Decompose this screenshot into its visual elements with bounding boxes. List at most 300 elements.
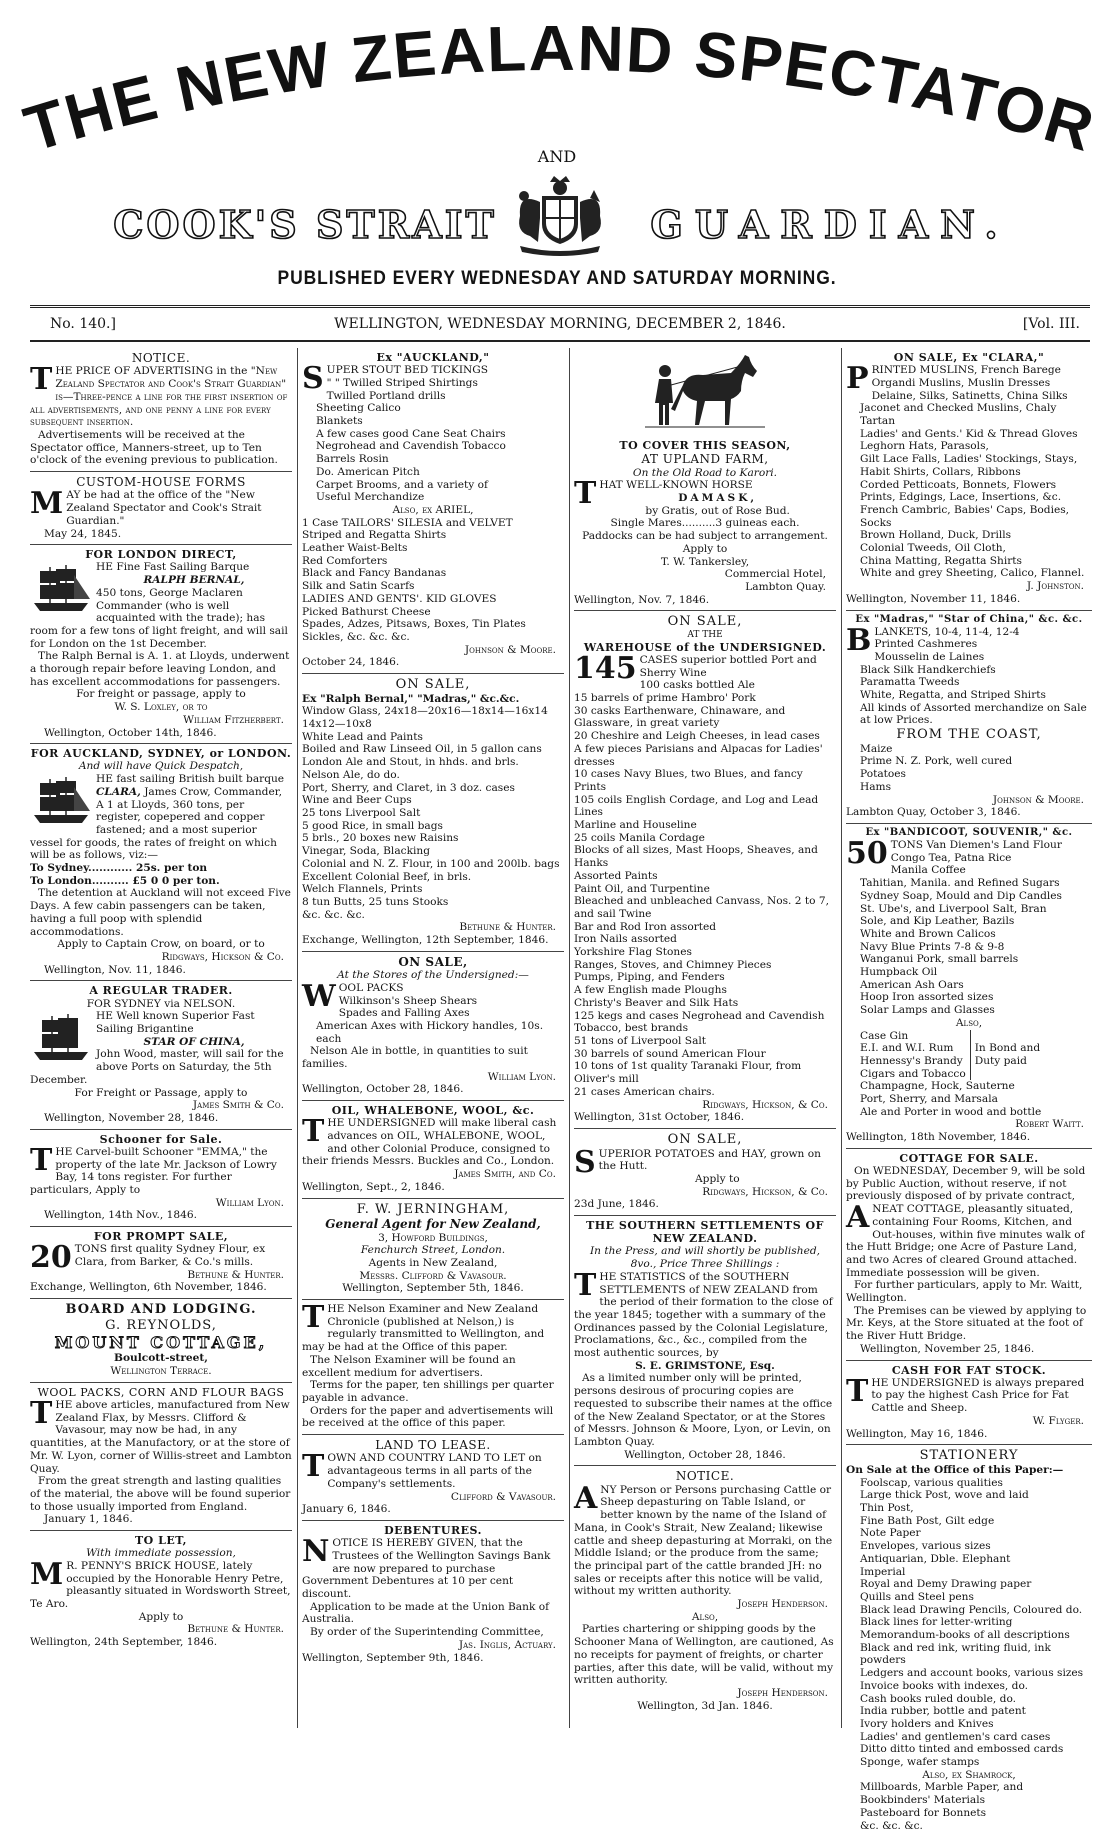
list-item: 15 barrels of prime Hambro' Pork (574, 692, 756, 704)
ad-title: Ex "Madras," "Star of China," &c. &c. (855, 613, 1083, 625)
house-name: MOUNT COTTAGE, (54, 1333, 268, 1353)
list-item: Printed Cashmeres (874, 638, 978, 651)
ad-signature: W. S. Loxley, or to (114, 701, 208, 714)
horse-name: DAMASK, (678, 491, 758, 504)
ad-body: Apply to (682, 542, 728, 555)
ad-date: Wellington, October 28, 1846. (624, 1448, 786, 1461)
masthead-and: AND (537, 147, 577, 166)
list-item: Vinegar, Soda, Blacking (302, 845, 430, 858)
list-item: Ladies' and gentlemen's card cases (860, 1730, 1051, 1743)
list-item: Delaine, Silks, Satinetts, China Silks (871, 389, 1068, 402)
oil-whalebone-wool-ad (302, 1101, 564, 1198)
list-item: Large thick Post, wove and laid (860, 1489, 1029, 1502)
ad-body: Terms for the paper, ten shillings per quarter payable in advance. (302, 1379, 554, 1404)
cash-for-fat-stock-ad (846, 1361, 1092, 1446)
item-list (846, 852, 1092, 1017)
ad-title: LAND TO LEASE. (375, 1438, 491, 1453)
list-item: Paint Oil, and Turpentine (574, 882, 710, 895)
list-item: Christy's Beaver and Silk Hats (574, 996, 739, 1009)
list-item: 30 barrels of sound American Flour (574, 1047, 766, 1060)
list-item: Welch Flannels, Prints (302, 883, 423, 896)
list-item: Tahitian, Manila. and Refined Sugars (860, 877, 1060, 890)
bonded-spirits (846, 1030, 1092, 1081)
list-item: Picked Bathurst Cheese (302, 605, 431, 618)
ad-subtitle: With immediate possession, (86, 1547, 236, 1560)
potatoes-hay-ad (574, 1129, 836, 1216)
drop-cap: T (302, 1114, 325, 1150)
list-item: American Axes with Hickory handles, 10s. each (316, 1019, 544, 1045)
ad-title: ON SALE, (667, 614, 743, 630)
list-item: French Cambric, Babies' Caps, Bodies, Socks (860, 503, 1070, 529)
ad-subtitle: Ex "Ralph Bernal," "Madras," &c.&c. (302, 692, 520, 705)
list-item: White Lead and Paints (302, 730, 423, 743)
ad-body: As a limited number only will be printed, persons desirous of procuring copies are requested to subscribe their names at the office of the New Zealand Spectator, or at the Stores of Messrs. Johnson & Moore, Lyon, or Levin, on Lambton Quay. (574, 1372, 833, 1448)
list-item: 5 brls., 20 boxes new Raisins (302, 832, 459, 845)
ad-title: WOOL PACKS, CORN AND FLOUR BAGS (37, 1385, 285, 1399)
southern-settlements-ad (574, 1216, 836, 1466)
list-item: Colonial and N. Z. Flour, in 100 and 200lb. bags (302, 857, 560, 870)
list-item: Ditto ditto tinted and embossed cards (860, 1743, 1064, 1756)
ad-title: A REGULAR TRADER. (89, 984, 233, 998)
ad-signature: William Fitzherbert. (183, 713, 284, 726)
list-item: Colonial Tweeds, Oil Cloth, (860, 542, 1006, 555)
ad-date: Exchange, Wellington, 12th September, 1846. (302, 934, 549, 947)
ad-title: CASH FOR FAT STOCK. (891, 1363, 1047, 1377)
on-sale-ralph-bernal-ad (302, 674, 564, 952)
ad-body: HE STATISTICS of the SOUTHERN SETTLEMENTS of NEW ZEALAND from the period of their formation to the close of the year 1845; together with a summary of the Ordinances passed by the Colonial Legislature, Proclamations, &c., &c., compiled from the most authentic sources, by (574, 1270, 833, 1360)
list-item: American Ash Oars (860, 978, 964, 991)
ad-signature: Ridgways, Hickson, & Co. (702, 1098, 828, 1111)
wool-packs-ad (30, 1383, 292, 1531)
ex-auckland-ad (302, 348, 564, 674)
ad-signature: William Lyon. (215, 1196, 284, 1209)
ad-title: Schooner for Sale. (99, 1132, 223, 1146)
ad-body: LANKETS, 10-4, 11-4, 12-4 (874, 625, 1020, 638)
list-item: Envelopes, various sizes (860, 1540, 991, 1553)
ad-body: HE fast sailing British built barque (96, 773, 285, 786)
ad-body: HAT WELL-KNOWN HORSE (599, 479, 753, 492)
list-item: Hams (860, 780, 892, 793)
ad-title: TO LET, (134, 1534, 188, 1548)
ad-title: ON SALE, Ex "CLARA," (893, 351, 1045, 364)
horse-cover-ad (574, 348, 836, 611)
ad-body: By order of the Superintending Committee, (310, 1626, 544, 1639)
ad-signature: Bethune & Hunter. (187, 1623, 284, 1636)
list-item: Hennessy's Brandy (860, 1054, 963, 1067)
ad-title: FOR LONDON DIRECT, (85, 548, 237, 562)
list-item: Pumps, Piping, and Fenders (574, 971, 725, 984)
ad-date: Wellington, Nov. 11, 1846. (44, 963, 186, 976)
ad-title: COTTAGE FOR SALE. (899, 1151, 1039, 1165)
drop-cap: M (30, 1556, 64, 1592)
list-item: Maize (860, 742, 893, 755)
list-item: Pasteboard for Bonnets (860, 1806, 987, 1819)
list-item: Marline and Houseline (574, 819, 697, 832)
ad-body: AY be had at the office of the "New Zealand Spectator and Cook's Strait Guardian." (66, 489, 262, 527)
ex-bandicoot-ad (846, 824, 1092, 1149)
ad-signature: James Smith, and Co. (454, 1168, 556, 1181)
ad-body: Application to be made at the Union Bank of Australia. (302, 1600, 550, 1626)
ad-signature: Robert Waitt. (1015, 1118, 1084, 1131)
list-item: Habit Shirts, Collars, Ribbons (860, 465, 1021, 478)
masthead-cooks-strait: COOK'S STRAIT (113, 202, 497, 247)
list-item: Paramatta Tweeds (860, 676, 960, 689)
list-item: 51 tons of Liverpool Salt (574, 1034, 707, 1047)
issue-number: No. 140.] (50, 316, 116, 332)
list-item: Jaconet and Checked Muslins, Chaly Tartan (860, 402, 1057, 427)
dateline (30, 316, 1090, 338)
ad-subtitle: WAREHOUSE of the UNDERSIGNED. (583, 640, 827, 654)
list-item: London Ale and Stout, in hhds. and brls. (302, 756, 519, 769)
list-item: Sheeting Calico (316, 402, 401, 415)
ad-body: HE UNDERSIGNED is always prepared to pay the highest Cash Price for Fat Cattle and Sheep. (871, 1376, 1085, 1415)
list-item: Ale and Porter in wood and bottle (860, 1105, 1042, 1118)
ad-title: ON SALE, (398, 954, 468, 969)
ad-title: ON SALE, (395, 677, 471, 693)
list-item: 5 good Rice, in small bags (302, 819, 443, 832)
ad-date: Wellington, 24th September, 1846. (30, 1636, 218, 1649)
ad-body: Apply to Captain Crow, on board, or to (57, 938, 265, 951)
list-item: Bookbinders' Materials (860, 1794, 986, 1807)
column-divider (297, 348, 298, 1728)
ad-signature: James Smith & Co. (192, 1099, 284, 1112)
item-list (302, 377, 564, 504)
ad-body: OTICE IS HEREBY GIVEN, that the Trustees of the Wellington Savings Bank are now prepared to purchase Government Debentures at 10 per cent discount. (302, 1537, 551, 1600)
list-item: Nelson Ale, do do. (302, 768, 400, 781)
advertising-price-notice (30, 348, 292, 472)
list-item: Sydney Soap, Mould and Dip Candles (860, 889, 1062, 902)
list-item: 25 coils Manila Cordage (574, 831, 705, 844)
notice-text: HE PRICE OF ADVERTISING in the (55, 365, 248, 378)
freight-rate: To Sydney............ 25s. per ton (30, 862, 208, 875)
london-direct-ad (30, 545, 292, 744)
ad-body: TONS Van Diemen's Land Flour (890, 838, 1062, 851)
ad-title: OIL, WHALEBONE, WOOL, &c. (331, 1104, 535, 1118)
list-item: Striped and Regatta Shirts (302, 529, 447, 542)
ad-date: 23d June, 1846. (574, 1198, 659, 1211)
ad-title: DEBENTURES. (384, 1523, 482, 1537)
ad-body: HE Nelson Examiner and New Zealand Chronicle (published at Nelson,) is regularly transmitted to Wellington, and may be had at the Office of this paper. (302, 1303, 545, 1354)
drop-number: 20 (30, 1240, 72, 1276)
date-rule (30, 340, 1090, 342)
list-item: Ladies' and Gents.' Kid & Thread Gloves (860, 427, 1078, 440)
drop-cap: N (302, 1534, 330, 1570)
list-item: Prints, Edgings, Lace, Insertions, &c. (860, 491, 1062, 504)
list-item: Blankets (316, 415, 363, 427)
list-item: Ranges, Stoves, and Chimney Pieces (574, 958, 772, 971)
list-item: Brown Holland, Duck, Drills (860, 529, 1012, 542)
list-item: Foolscap, various qualities (860, 1476, 1003, 1489)
list-item: Potatoes (860, 768, 906, 781)
list-item: Silk and Satin Scarfs (302, 580, 415, 593)
column-divider (841, 348, 842, 1728)
list-item: Leather Waist-Belts (302, 542, 408, 555)
ad-signature: Joseph Henderson. (737, 1686, 828, 1699)
cottage-for-sale-ad (846, 1149, 1092, 1361)
ad-body: R. PENNY'S BRICK HOUSE, lately occupied by the Honorable Henry Petre, pleasantly situated in Wordsworth Street, Te Aro. (30, 1559, 291, 1611)
list-item: 10 cases Navy Blues, two Blues, and fancy Prints (574, 768, 803, 793)
ad-subtitle: AT UPLAND FARM, (641, 452, 769, 467)
stud-fee: Single Mares..........3 guineas each. (610, 517, 800, 530)
ad-subtitle: AT THE (687, 629, 723, 640)
list-item: Boiled and Raw Linseed Oil, in 5 gallon cans (302, 743, 542, 756)
ad-title: F. W. JERNINGHAM, (356, 1201, 510, 1217)
item-list (846, 638, 1092, 727)
ad-date: Wellington, November 25, 1846. (860, 1342, 1035, 1355)
notice-text: "New Zealand Spectator and Cook's Strait Guardian" is—Three-pence a line for the first insertion of all advertisements, and one penny a line for every subsequent insertion. (30, 365, 288, 429)
land-to-lease-ad (302, 1435, 564, 1521)
list-item: Navy Blue Prints 7-8 & 9-8 (860, 940, 1005, 953)
list-item: Mousselin de Laines (874, 650, 985, 663)
item-list (846, 377, 1092, 580)
item-list (846, 1030, 971, 1081)
ad-body: Nelson Ale in bottle, in quantities to suit families. (302, 1045, 528, 1071)
ad-body: On WEDNESDAY, December 9, will be sold by Public Auction, without reserve, if not previously disposed of by private contract, (846, 1165, 1086, 1203)
drop-cap: T (30, 362, 53, 398)
item-list (846, 1080, 1092, 1118)
ad-subtitle: Also, ex Shamrock, (922, 1768, 1016, 1781)
custom-house-forms-ad (30, 472, 292, 545)
list-item: Champagne, Hock, Sauterne (860, 1080, 1015, 1093)
column-1 (30, 348, 292, 1728)
ad-body: The Nelson Examiner will be found an excellent medium for advertisers. (302, 1353, 516, 1379)
list-item: Wine and Beer Cups (302, 794, 412, 807)
ad-date: Wellington, 3d Jan. 1846. (637, 1699, 773, 1712)
ad-body: TONS first quality Sydney Flour, ex Clara, from Barker, & Co.'s mills. (74, 1243, 266, 1268)
ad-date: Lambton Quay, October 3, 1846. (846, 806, 1021, 819)
list-item: Useful Merchandize (316, 491, 425, 504)
ad-title: STATIONERY (919, 1448, 1019, 1464)
ad-signature: Lambton Quay. (745, 580, 826, 593)
sailing-ship-icon (30, 1012, 92, 1064)
ad-title: Ex "AUCKLAND," (376, 351, 490, 364)
drop-number: 50 (846, 835, 888, 871)
ad-body: NEAT COTTAGE, pleasantly situated, containing Four Rooms, Kitchen, and Out-houses, within five minutes walk of the Hutt Bridge; one Acre of Pasture Land, and two Acres of cleared Ground attached. Immediate possession will be given. (846, 1203, 1085, 1279)
ad-author: S. E. GRIMSTONE, Esq. (635, 1359, 775, 1372)
debentures-ad (302, 1521, 564, 1668)
list-item: Barrels Rosin (316, 453, 389, 466)
ad-title: TO COVER THIS SEASON, (619, 439, 791, 452)
ad-signature: Johnson & Moore. (464, 643, 556, 656)
drop-cap: P (846, 361, 869, 397)
sailing-ship-icon (30, 775, 92, 827)
list-item: Black lines for letter-writing (860, 1616, 1013, 1629)
list-item: Manila Coffee (890, 864, 966, 877)
jerningham-agent-ad (302, 1199, 564, 1301)
list-item: Twilled Portland drills (326, 389, 446, 402)
list-item: LADIES AND GENTS'. KID GLOVES (302, 592, 497, 605)
ad-name: G. REYNOLDS, (105, 1317, 217, 1333)
issue-date: WELLINGTON, WEDNESDAY MORNING, DECEMBER 2, 1846. (334, 316, 786, 332)
column-divider (569, 348, 570, 1728)
item-list (302, 705, 564, 921)
ex-clara-ad (846, 348, 1092, 611)
drop-cap: T (30, 1395, 53, 1431)
ad-date: October 24, 1846. (302, 656, 400, 669)
ad-subtitle: FOR SYDNEY via NELSON. (86, 997, 236, 1010)
list-item: A few English made Ploughs (574, 984, 727, 997)
drop-cap: T (30, 1142, 53, 1178)
ad-title: THE SOUTHERN SETTLEMENTS OF NEW ZEALAND. (586, 1219, 824, 1246)
list-item: Wilkinson's Sheep Shears (338, 994, 478, 1007)
warehouse-on-sale-ad (574, 611, 836, 1129)
list-item: Red Comforters (302, 554, 388, 567)
ad-body: For freight or passage, apply to (76, 688, 246, 701)
list-item: Cash books ruled double, do. (860, 1692, 1016, 1705)
ad-date: Wellington, 31st October, 1846. (574, 1111, 745, 1124)
ad-body: From the great strength and lasting qualities of the material, the above will be found superior to those usually imported from England. (30, 1475, 291, 1513)
ad-body: HE Fine Fast Sailing Barque (96, 561, 250, 574)
ad-signature: Joseph Henderson. (737, 1598, 828, 1611)
ad-title: ON SALE, (667, 1131, 743, 1147)
ad-date: Wellington, September 9th, 1846. (302, 1651, 484, 1664)
list-item: Wanganui Pork, small barrels (860, 953, 1019, 966)
list-item: Organdi Muslins, Muslin Dresses (871, 376, 1051, 389)
ad-address: Wellington Terrace. (110, 1365, 212, 1378)
list-item: Invoice books with indexes, do. (860, 1679, 1029, 1692)
list-item: A few pieces Parisians and Alpacas for Ladies' dresses (574, 742, 823, 768)
published-schedule: PUBLISHED EVERY WEDNESDAY AND SATURDAY MORNING. (277, 268, 837, 289)
list-item: Port, Sherry, and Marsala (860, 1093, 998, 1106)
list-item: Do. American Pitch (316, 465, 420, 478)
list-item: Iron Nails assorted (574, 933, 677, 946)
list-item: White and Brown Calicos (860, 927, 996, 940)
ad-body: OWN AND COUNTRY LAND TO LET on advantageous terms in all parts of the Company's settlements. (327, 1452, 542, 1490)
list-item: Antiquarian, Dble. Elephant (860, 1552, 1011, 1565)
list-item: Negrohead and Cavendish Tobacco (316, 440, 506, 453)
to-let-ad (30, 1531, 292, 1653)
sailing-ship-icon (30, 563, 92, 615)
ad-date: Wellington, November 11, 1846. (846, 592, 1021, 605)
stationery-ad (846, 1445, 1092, 1836)
ad-subtitle: In the Press, and will shortly be published, (589, 1245, 820, 1258)
drop-cap: S (302, 361, 324, 397)
ad-subtitle: On the Old Road to Karori. (632, 466, 778, 479)
list-item: Prime N. Z. Pork, well cured (860, 755, 1013, 768)
list-item: Bar and Rod Iron assorted (574, 920, 717, 933)
drop-cap: T (302, 1300, 325, 1336)
list-item: " " Twilled Striped Shirtings (326, 376, 478, 389)
ad-date: Wellington, October 14th, 1846. (44, 726, 217, 739)
drop-cap: B (846, 622, 872, 658)
ad-body: Messrs. Clifford & Vavasour. (359, 1269, 507, 1282)
list-item: Fine Bath Post, Gilt edge (860, 1514, 995, 1527)
ad-date: Wellington, 18th November, 1846. (846, 1131, 1031, 1144)
ship-name: RALPH BERNAL, (143, 574, 245, 587)
cattle-notice-ad (574, 1466, 836, 1716)
ad-body: OOL PACKS (338, 981, 404, 994)
list-item: Ledgers and account books, various sizes (860, 1667, 1084, 1680)
ad-body: HE UNDERSIGNED will make liberal cash advances on OIL, WHALEBONE, WOOL, and other Colonial Produce, consigned to their friends Messrs. Buckles and Co., London. (302, 1117, 557, 1168)
board-and-lodging-ad (30, 1299, 292, 1383)
list-item: Ivory holders and Knives (860, 1717, 994, 1730)
list-item: 20 Cheshire and Leigh Cheeses, in lead cases (574, 730, 820, 743)
ad-signature: Bethune & Hunter. (187, 1268, 284, 1281)
ad-body: Apply to (138, 1610, 184, 1623)
ad-body: HE Carvel-built Schooner "EMMA," the property of the late Mr. Jackson of Lowry Bay, 14 tons register. For further particulars, Apply to (30, 1145, 277, 1196)
list-item: St. Ube's, and Liverpool Salt, Bran (860, 902, 1047, 915)
list-item: 30 casks Earthenware, Chinaware, and Glassware, in great variety (574, 704, 786, 730)
ad-subtitle: Also, ex ARIEL, (392, 503, 474, 516)
column-3 (574, 348, 836, 1728)
ad-subtitle: General Agent for New Zealand, (325, 1217, 541, 1232)
list-item: 21 cases American chairs. (574, 1085, 715, 1098)
regular-trader-ad (30, 981, 292, 1129)
list-item: Millboards, Marble Paper, and (860, 1781, 1024, 1794)
drop-cap: T (574, 476, 597, 512)
column-4 (846, 348, 1092, 1832)
column-2 (302, 348, 564, 1728)
prompt-sale-ad (30, 1227, 292, 1299)
drop-number: 145 (574, 650, 637, 686)
drop-cap: T (846, 1373, 869, 1409)
ad-address: Fenchurch Street, London. (360, 1244, 506, 1257)
list-item: Thin Post, (860, 1502, 914, 1514)
ad-address: Boulcott-street, (114, 1352, 208, 1365)
ad-subtitle: At the Stores of the Undersigned:— (337, 969, 529, 982)
ad-body: RINTED MUSLINS, French Barege (871, 364, 1061, 377)
ad-body: Agents in New Zealand, (368, 1256, 498, 1269)
drop-cap: W (302, 978, 336, 1014)
ad-title: FOR AUCKLAND, SYDNEY, or LONDON. (30, 747, 292, 761)
item-list (302, 517, 564, 644)
list-item: Window Glass, 24x18—20x16—18x14—16x14 (302, 705, 548, 718)
ship-name: CLARA, (96, 785, 141, 798)
ad-date: Wellington, May 16, 1846. (846, 1427, 988, 1440)
ad-subtitle: FROM THE COAST, (896, 727, 1042, 743)
ad-signature: Clifford & Vavasour. (450, 1490, 556, 1503)
list-item: A few cases good Cane Seat Chairs (316, 427, 506, 440)
ad-signature: T. W. Tankersley, (660, 555, 750, 568)
item-list (846, 1477, 1092, 1769)
ad-body: 450 tons, George Maclaren Commander (who is well acquainted with the trade); has room for a few tons of light freight, and will sail for London on the 1st December. (30, 586, 288, 650)
list-item: Black lead Drawing Pencils, Coloured do. (860, 1603, 1083, 1616)
nelson-examiner-ad (302, 1300, 564, 1435)
list-item: Sponge, wafer stamps (860, 1756, 980, 1769)
list-item: Spades, Adzes, Pitsaws, Boxes, Tin Plates (302, 618, 526, 631)
list-item: Black and Fancy Bandanas (302, 567, 447, 580)
list-item: 125 kegs and cases Negrohead and Cavendish Tobacco, best brands (574, 1009, 825, 1035)
list-item: Carpet Brooms, and a variety of (316, 478, 488, 491)
list-item: Royal and Demy Drawing paper (860, 1578, 1032, 1591)
list-item: 14x12—10x8 (302, 718, 372, 731)
drop-cap: T (302, 1449, 325, 1485)
bond-note: In Bond and Duty paid (974, 1042, 1041, 1067)
list-item: Memorandum-books of all descriptions (860, 1629, 1070, 1642)
ad-date: May 24, 1845. (44, 527, 122, 540)
list-item: Solar Lamps and Glasses (860, 1004, 995, 1017)
ad-title: Ex "BANDICOOT, SOUVENIR," &c. (865, 826, 1073, 838)
drop-cap: S (574, 1144, 596, 1180)
ad-body: James Crow, Commander, A 1 at Lloyds, 360 tons, per register, copepered and copper fastened; and a most superior vessel for goods, the rates of freight on which will be as follows, viz:— (30, 785, 282, 862)
ad-body: UPER STOUT BED TICKINGS (326, 364, 488, 377)
freight-rate: To London.......... £5 0 0 per ton. (30, 874, 220, 887)
ad-title: FOR PROMPT SALE, (93, 1230, 229, 1244)
ad-date: Exchange, Wellington, 6th November, 1846. (30, 1281, 267, 1294)
list-item: Sickles, &c. &c. &c. (302, 630, 410, 643)
ad-body: John Wood, master, will sail for the above Ports on Saturday, the 5th December. (30, 1048, 284, 1086)
royal-coat-of-arms-icon (519, 176, 601, 256)
ad-signature: Jas. Inglis, Actuary. (458, 1638, 556, 1651)
item-list (302, 995, 564, 1046)
list-item: Excellent Colonial Beef, in brls. (302, 870, 472, 883)
ad-subtitle: Also, (955, 1016, 983, 1029)
list-item: Quills and Steel pens (860, 1590, 974, 1603)
drop-cap: A (846, 1200, 870, 1236)
ad-title: NOTICE. (675, 1469, 735, 1484)
list-item: Black Silk Handkerchiefs (860, 663, 996, 676)
ad-body: NY Person or Persons purchasing Cattle or Sheep depasturing on Table Island, or better known by the name of the Island of Mana, in Cook's Strait, New Zealand; likewise cattle and sheep depasturing at Morraki, on the Middle Island; or the produce from the same; the principal part of the cattle branded JH: no sales or receipts after this notice will be valid, without my written authority. (574, 1483, 833, 1598)
